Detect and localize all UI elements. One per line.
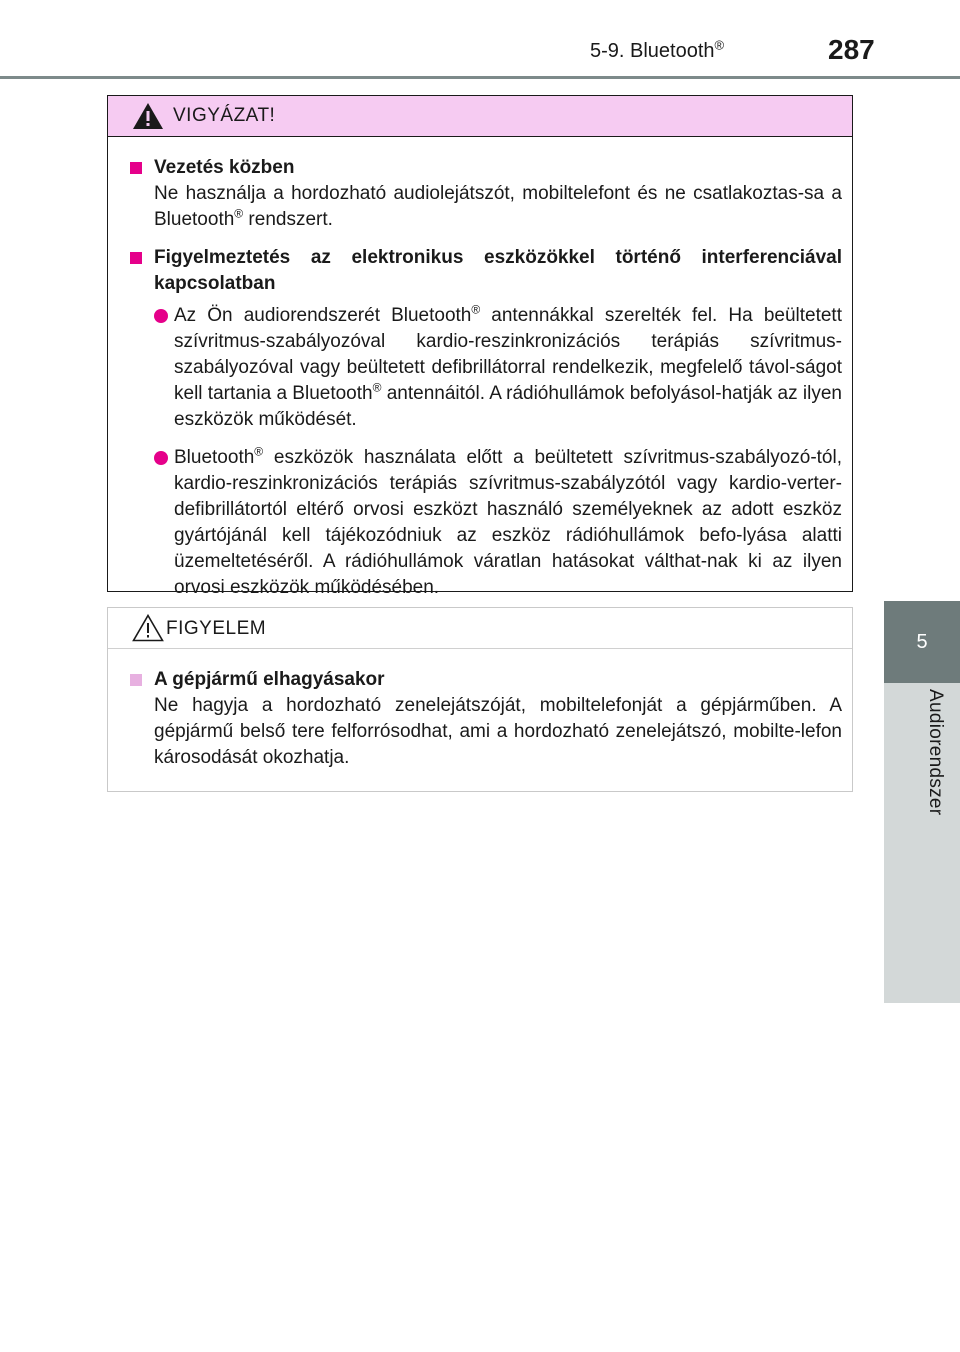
warning-title: VIGYÁZAT! bbox=[173, 105, 276, 126]
chapter-label bbox=[884, 683, 960, 1003]
notice-text-leaving: Ne hagyja a hordozható zenelejátszóját, mobiltelefonját a gépjárműben. A gépjármű belső tere felforrósodhat, ami a hordozható zenelejátszó, mobilte-lefon károsodását okozhatja. bbox=[154, 695, 842, 768]
notice-header bbox=[108, 608, 852, 649]
chapter-tab[interactable]: 5 bbox=[884, 601, 960, 683]
notice-body bbox=[108, 649, 852, 771]
text-span: rendszert. bbox=[243, 209, 333, 230]
notice-title: FIGYELEM bbox=[166, 618, 267, 639]
registered-mark: ® bbox=[254, 444, 264, 459]
notice-box bbox=[107, 607, 853, 792]
section-title bbox=[590, 37, 725, 63]
warning-box bbox=[107, 95, 853, 598]
text-span: Bluetooth bbox=[174, 447, 255, 468]
warning-header bbox=[108, 96, 852, 137]
notice-heading-leaving: A gépjármű elhagyásakor bbox=[128, 667, 842, 693]
warning-text-driving bbox=[128, 181, 842, 233]
warning-body bbox=[108, 137, 852, 601]
warning-heading-interference: Figyelmeztetés az elektronikus eszközökkel történő interferenciával kapcsolatban bbox=[128, 245, 842, 297]
warning-icon bbox=[132, 102, 164, 130]
registered-mark: ® bbox=[471, 302, 481, 317]
section-title-text: 5-9. Bluetooth bbox=[590, 40, 715, 62]
text-span: antennáitól. A rádióhullámok befolyásol-hatják az ilyen eszközök működését. bbox=[174, 383, 842, 430]
warning-heading-driving: Vezetés közben bbox=[128, 155, 842, 181]
text-span: Ne használja a hordozható audiolejátszót, mobiltelefont és ne csatlakoztas-sa a Bluetooth bbox=[154, 183, 842, 230]
warning-bullet-medical bbox=[128, 445, 842, 601]
chapter-label-text: Audiorendszer bbox=[925, 689, 946, 816]
text-span: Az Ön audiorendszerét Bluetooth bbox=[174, 305, 472, 326]
page-number: 287 bbox=[828, 34, 875, 65]
text-span: eszközök használata előtt a beültetett szívritmus-szabályozó-tól, kardio-reszinkronizációs terápiás szívritmus-szabályzótól vagy kardio-verter-defibrillátortól eltérő orvosi eszközt használó személyeknek az adott eszköz gyártójánál kell tájékozódniuk az eszköz rádióhullámok befo-lyása alatti üzemeltetéséről. A rádióhullámok váratlan hatásokat válthat-nak ki az ilyen orvosi eszközök működésében. bbox=[174, 447, 842, 598]
registered-mark: ® bbox=[234, 206, 244, 221]
registered-mark: ® bbox=[372, 380, 382, 395]
registered-mark: ® bbox=[714, 37, 725, 53]
header-rule bbox=[0, 76, 960, 79]
text-span: antennákkal szerelték fel. Ha beültetett szívritmus-szabályozóval kardio-reszinkronizációs terápiás szívritmus-szabályozóval vagy beültetett defibrillátorral rendelkezik, megfelelő távol-ságot kell tartania a Bluetooth bbox=[174, 305, 842, 404]
caution-icon bbox=[132, 614, 164, 642]
warning-bullet-antenna bbox=[128, 303, 842, 433]
